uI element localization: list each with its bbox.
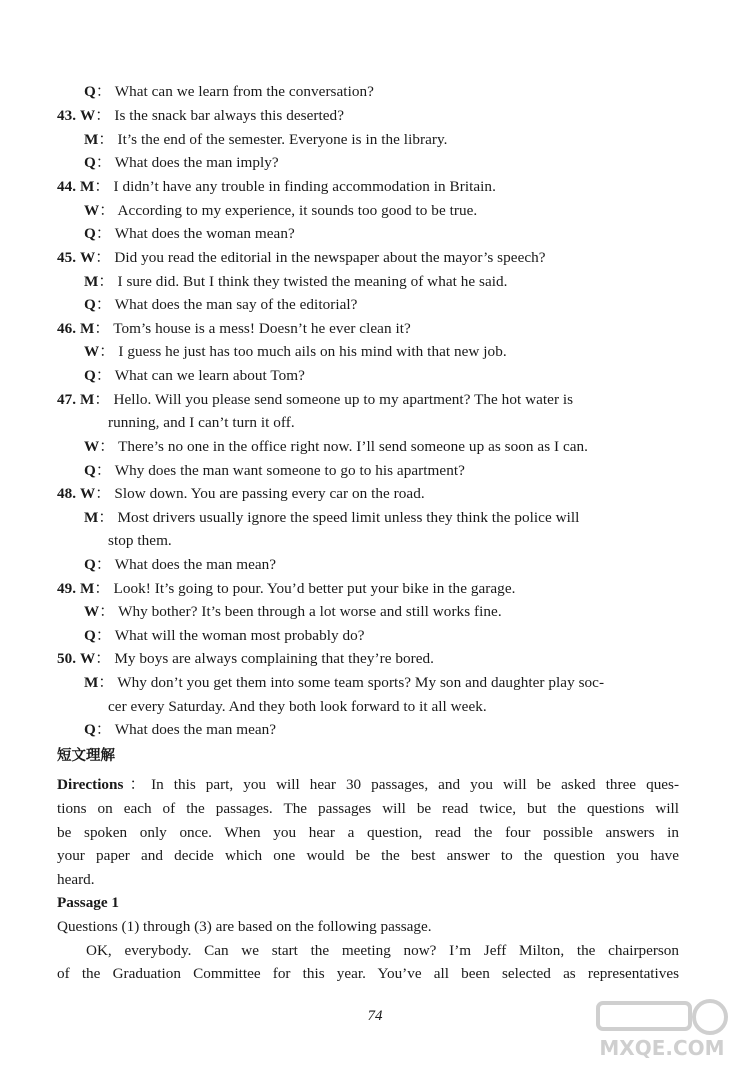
dialogue-text: What can we learn from the conversation? bbox=[114, 83, 374, 100]
dialogue-text: According to my experience, it sounds too good to be true. bbox=[117, 202, 478, 219]
speaker-label: Q bbox=[84, 367, 96, 384]
separator: ： bbox=[98, 273, 114, 290]
separator: ： bbox=[99, 438, 115, 455]
item-49-w bbox=[84, 602, 502, 622]
speaker-label: M bbox=[80, 178, 95, 195]
watermark-circle bbox=[694, 1001, 726, 1033]
separator: ： bbox=[94, 178, 110, 195]
dialogue-line bbox=[84, 82, 374, 102]
dialogue-text: Look! It’s going to pour. You’d better put your bike in the garage. bbox=[113, 580, 516, 597]
separator: ： bbox=[95, 627, 112, 644]
separator: ： bbox=[99, 343, 115, 360]
item-50-m bbox=[84, 673, 604, 693]
separator: ： bbox=[94, 320, 110, 337]
item-49-q bbox=[84, 626, 365, 646]
separator: ： bbox=[99, 202, 115, 219]
directions-line-5: heard. bbox=[57, 871, 95, 888]
item-50-w bbox=[57, 649, 434, 669]
speaker-label: M bbox=[84, 674, 99, 691]
item-48-m bbox=[84, 508, 579, 528]
speaker-label: Q bbox=[84, 225, 96, 242]
directions-text: In this part, you will hear 30 passages, and you will be asked three ques- bbox=[151, 776, 680, 793]
separator: ： bbox=[95, 485, 111, 502]
item-47-m-cont bbox=[108, 413, 295, 433]
item-44-m bbox=[57, 177, 496, 197]
directions-label: Directions bbox=[57, 776, 124, 793]
item-number: 45. bbox=[57, 249, 77, 266]
separator: ： bbox=[98, 509, 114, 526]
speaker-label: W bbox=[80, 650, 96, 667]
separator: ： bbox=[95, 556, 112, 573]
separator: ： bbox=[98, 674, 114, 691]
item-47-m bbox=[57, 390, 573, 410]
speaker-label: Q bbox=[84, 154, 96, 171]
item-45-m bbox=[84, 272, 508, 292]
dialogue-text-continued: running, and I can’t turn it off. bbox=[108, 414, 295, 431]
passage-title: Passage 1 bbox=[57, 894, 120, 911]
speaker-label: M bbox=[80, 320, 95, 337]
item-number: 49. bbox=[57, 580, 77, 597]
dialogue-text: Why bother? It’s been through a lot worse and still works fine. bbox=[118, 603, 502, 620]
dialogue-text: What will the woman most probably do? bbox=[114, 627, 365, 644]
item-48-q bbox=[84, 555, 276, 575]
speaker-label: W bbox=[80, 249, 96, 266]
speaker-label: M bbox=[80, 580, 95, 597]
speaker-label: Q bbox=[84, 462, 96, 479]
speaker-label: W bbox=[84, 603, 100, 620]
item-47-q bbox=[84, 461, 465, 481]
item-number: 44. bbox=[57, 178, 77, 195]
separator: ： bbox=[95, 296, 112, 313]
passage-intro: Questions (1) through (3) are based on the following passage. bbox=[57, 918, 432, 935]
separator: ： bbox=[95, 83, 112, 100]
dialogue-text: What does the man mean? bbox=[114, 721, 277, 738]
item-number: 50. bbox=[57, 650, 77, 667]
page-number: 74 bbox=[367, 1008, 383, 1024]
speaker-label: W bbox=[84, 438, 100, 455]
separator: ： bbox=[95, 462, 112, 479]
passage-line-1: OK, everybody. Can we start the meeting now? I’m Jeff Milton, the chairperson bbox=[86, 942, 679, 959]
item-48-m-cont bbox=[108, 531, 172, 551]
dialogue-text: Why don’t you get them into some team sports? My son and daughter play soc- bbox=[117, 674, 605, 691]
dialogue-text: My boys are always complaining that they’re bored. bbox=[114, 650, 435, 667]
separator: ： bbox=[95, 650, 111, 667]
dialogue-text-continued: cer every Saturday. And they both look forward to it all week. bbox=[108, 698, 487, 715]
item-47-w bbox=[84, 437, 588, 457]
separator: ： bbox=[95, 225, 112, 242]
separator: ： bbox=[123, 776, 152, 793]
dialogue-text: I didn’t have any trouble in finding accommodation in Britain. bbox=[113, 178, 496, 195]
watermark-box bbox=[598, 1003, 690, 1029]
speaker-label: W bbox=[84, 343, 100, 360]
speaker-label: Q bbox=[84, 627, 96, 644]
item-number: 48. bbox=[57, 485, 77, 502]
dialogue-text: What does the man say of the editorial? bbox=[114, 296, 358, 313]
item-48-w bbox=[57, 484, 425, 504]
dialogue-text: Tom’s house is a mess! Doesn’t he ever clean it? bbox=[113, 320, 411, 337]
separator: ： bbox=[95, 367, 112, 384]
dialogue-text: I sure did. But I think they twisted the meaning of what he said. bbox=[117, 273, 508, 290]
dialogue-text: What does the man imply? bbox=[114, 154, 279, 171]
item-43-m bbox=[84, 130, 448, 150]
speaker-label: W bbox=[84, 202, 100, 219]
dialogue-text: What does the woman mean? bbox=[114, 225, 295, 242]
separator: ： bbox=[99, 603, 115, 620]
item-number: 46. bbox=[57, 320, 77, 337]
watermark-text: MXQE.COM bbox=[599, 1036, 725, 1059]
dialogue-text: Hello. Will you please send someone up to my apartment? The hot water is bbox=[113, 391, 574, 408]
dialogue-text: Slow down. You are passing every car on the road. bbox=[114, 485, 425, 502]
passage-line-2: of the Graduation Committee for this year. You’ve all been selected as representatives bbox=[57, 965, 679, 982]
dialogue-text: Did you read the editorial in the newspaper about the mayor’s speech? bbox=[114, 249, 546, 266]
speaker-label: M bbox=[84, 509, 99, 526]
item-46-w bbox=[84, 342, 507, 362]
dialogue-text: There’s no one in the office right now. I’ll send someone up as soon as I can. bbox=[118, 438, 589, 455]
directions-line-2: tions on each of the passages. The passages will be read twice, but the questions will bbox=[57, 800, 679, 817]
speaker-label: Q bbox=[84, 83, 96, 100]
speaker-label: W bbox=[80, 485, 96, 502]
separator: ： bbox=[95, 154, 112, 171]
item-number: 43. bbox=[57, 107, 77, 124]
dialogue-text: It’s the end of the semester. Everyone is in the library. bbox=[117, 131, 448, 148]
item-46-m bbox=[57, 319, 411, 339]
item-number: 47. bbox=[57, 391, 77, 408]
separator: ： bbox=[94, 580, 110, 597]
item-44-w bbox=[84, 201, 477, 221]
item-45-w bbox=[57, 248, 546, 268]
item-49-m bbox=[57, 579, 515, 599]
watermark-logo bbox=[592, 995, 734, 1059]
item-50-q bbox=[84, 720, 276, 740]
speaker-label: W bbox=[80, 107, 96, 124]
dialogue-text: Most drivers usually ignore the speed limit unless they think the police will bbox=[117, 509, 580, 526]
item-50-m-cont bbox=[108, 697, 487, 717]
item-43-q bbox=[84, 153, 279, 173]
section-heading: 短文理解 bbox=[57, 748, 115, 764]
directions-line-4: your paper and decide which one would be the best answer to the question you have bbox=[57, 847, 679, 864]
dialogue-text: Why does the man want someone to go to his apartment? bbox=[114, 462, 465, 479]
separator: ： bbox=[95, 721, 112, 738]
directions-line-1 bbox=[57, 775, 679, 795]
speaker-label: Q bbox=[84, 721, 96, 738]
dialogue-text: What can we learn about Tom? bbox=[114, 367, 305, 384]
speaker-label: Q bbox=[84, 556, 96, 573]
item-45-q bbox=[84, 295, 357, 315]
separator: ： bbox=[98, 131, 114, 148]
directions-line-3: be spoken only once. When you hear a question, read the four possible answers in bbox=[57, 824, 679, 841]
dialogue-text-continued: stop them. bbox=[108, 532, 172, 549]
separator: ： bbox=[95, 249, 111, 266]
speaker-label: M bbox=[84, 131, 99, 148]
dialogue-text: Is the snack bar always this deserted? bbox=[114, 107, 344, 124]
speaker-label: M bbox=[84, 273, 99, 290]
separator: ： bbox=[95, 107, 111, 124]
item-43-w bbox=[57, 106, 344, 126]
item-46-q bbox=[84, 366, 305, 386]
speaker-label: M bbox=[80, 391, 95, 408]
separator: ： bbox=[94, 391, 110, 408]
dialogue-text: What does the man mean? bbox=[114, 556, 277, 573]
item-44-q bbox=[84, 224, 295, 244]
dialogue-text: I guess he just has too much ails on his mind with that new job. bbox=[118, 343, 507, 360]
speaker-label: Q bbox=[84, 296, 96, 313]
